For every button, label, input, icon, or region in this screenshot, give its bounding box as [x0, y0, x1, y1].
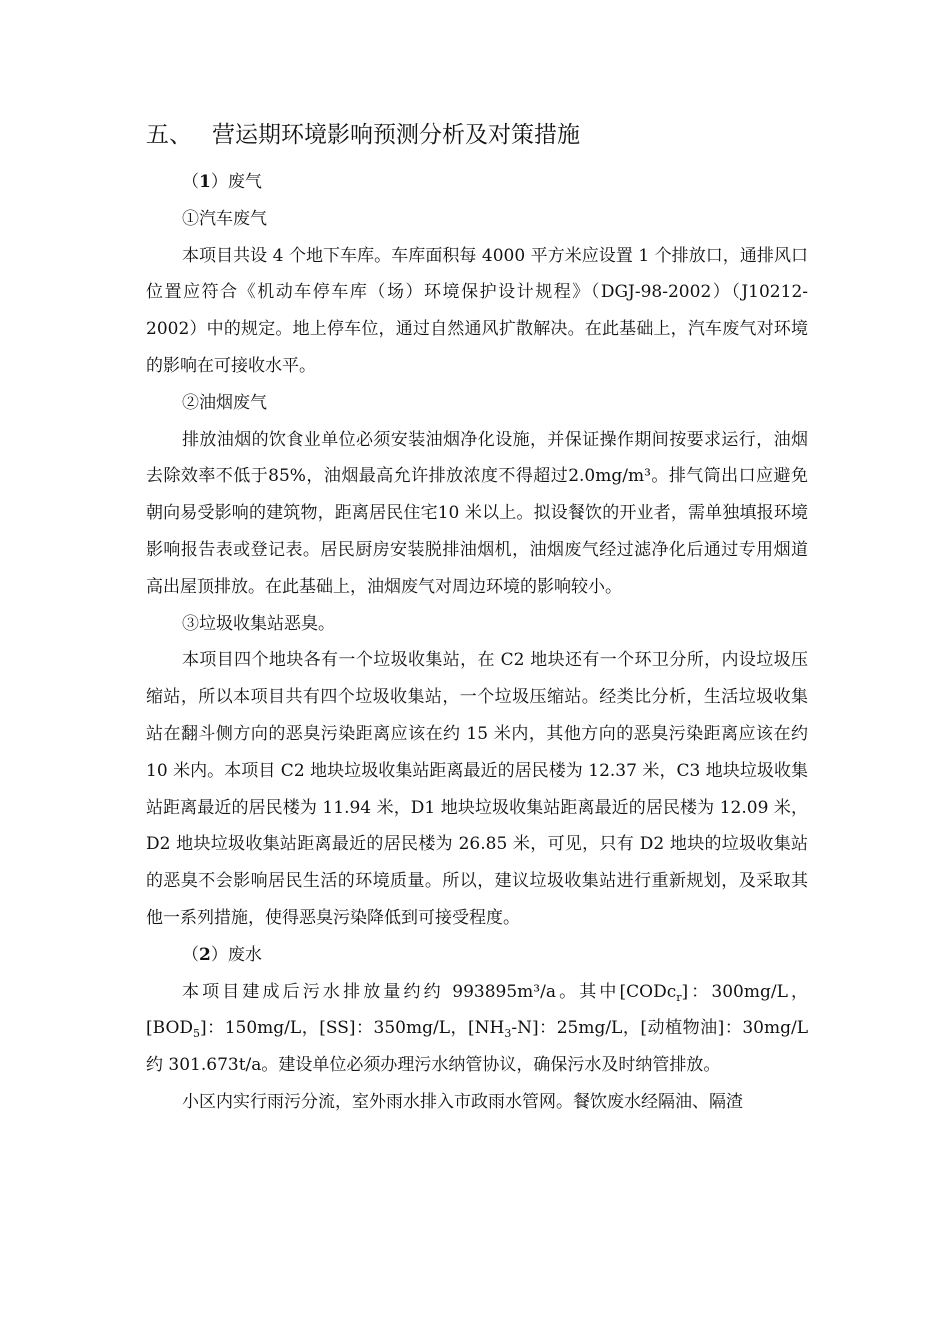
subscript: 5: [193, 1027, 201, 1041]
subsection-number: 1: [199, 172, 211, 192]
garbage-odor-paragraph: 本项目四个地块各有一个垃圾收集站，在 C2 地块还有一个环卫分所，内设垃圾压缩站，所以本项目共有四个垃圾收集站，一个垃圾压缩站。经类比分析，生活垃圾收集站在翻斗侧方向的恶臭污染距离应该在约 15 米内，其他方向的恶臭污染距离应该在约 10 米内。本项目 C2 地块垃圾收集站距离最近的居民楼为 12.37 米，C3 地块垃圾收集站距离最近的居民楼为 11.94 米，D1 地块垃圾收集站距离最近的居民楼为 12.09 米，D2 地块垃圾收集站距离最近的居民楼为 26.85 米，可见，只有 D2 地块的垃圾收集站的恶臭不会影响居民生活的环境质量。所以，建议垃圾收集站进行重新规划，及采取其他一系列措施，使得恶臭污染降低到可接受程度。: [146, 650, 808, 928]
text-run: 本项目建成后污水排放量约约 993895m³/a。其中[CODc: [182, 981, 677, 1002]
garbage-odor-title: ③垃圾收集站恶臭。: [182, 613, 335, 634]
subsection-label-wastewater: （2）废水: [182, 944, 262, 965]
subscript: 3: [504, 1027, 512, 1041]
text-run: ]：150mg/L，[SS]：350mg/L，[NH: [200, 1018, 505, 1039]
subsection-number: 2: [199, 944, 211, 965]
subscript: r: [676, 990, 682, 1004]
wastewater-paragraph: [146, 974, 808, 1084]
cooking-fume-title: ②油烟废气: [182, 392, 267, 413]
heading-number: 五、: [146, 122, 192, 148]
text-run: -N]：25mg/L，[动植物油]：30mg/L约 301.673t/a。建设单位必须办理污水纳管协议，确保污水及时纳管排放。: [146, 1018, 808, 1076]
section-heading: [146, 112, 808, 158]
text-run: ]：300mg/L，[BOD: [146, 981, 808, 1039]
car-exhaust-title: ①汽车废气: [182, 208, 267, 229]
heading-title: 营运期环境影响预测分析及对策措施: [212, 122, 580, 148]
subsection-label-exhaust: （1）废气: [182, 172, 262, 192]
subsection-title: 废气: [227, 172, 262, 192]
cooking-fume-paragraph: 排放油烟的饮食业单位必须安装油烟净化设施，并保证操作期间按要求运行，油烟去除效率不低于85%，油烟最高允许排放浓度不得超过2.0mg/m³。排气筒出口应避免朝向易受影响的建筑物，距离居民住宅10 米以上。拟设餐饮的开业者，需单独填报环境影响报告表或登记表。居民厨房安装脱排油烟机，油烟废气经过滤净化后通过专用烟道高出屋顶排放。在此基础上，油烟废气对周边环境的影响较小。: [146, 429, 808, 597]
rain-sewage-paragraph: 小区内实行雨污分流，室外雨水排入市政雨水管网。餐饮废水经隔油、隔渣: [182, 1091, 743, 1112]
document-page: [146, 112, 808, 1121]
subsection-title: 废水: [227, 944, 262, 965]
car-exhaust-paragraph: 本项目共设 4 个地下车库。车库面积每 4000 平方米应设置 1 个排放口，通排风口位置应符合《机动车停车库（场）环境保护设计规程》（DGJ-98-2002）（J10212-2002）中的规定。地上停车位，通过自然通风扩散解决。在此基础上，汽车废气对环境的影响在可接收水平。: [146, 245, 808, 376]
